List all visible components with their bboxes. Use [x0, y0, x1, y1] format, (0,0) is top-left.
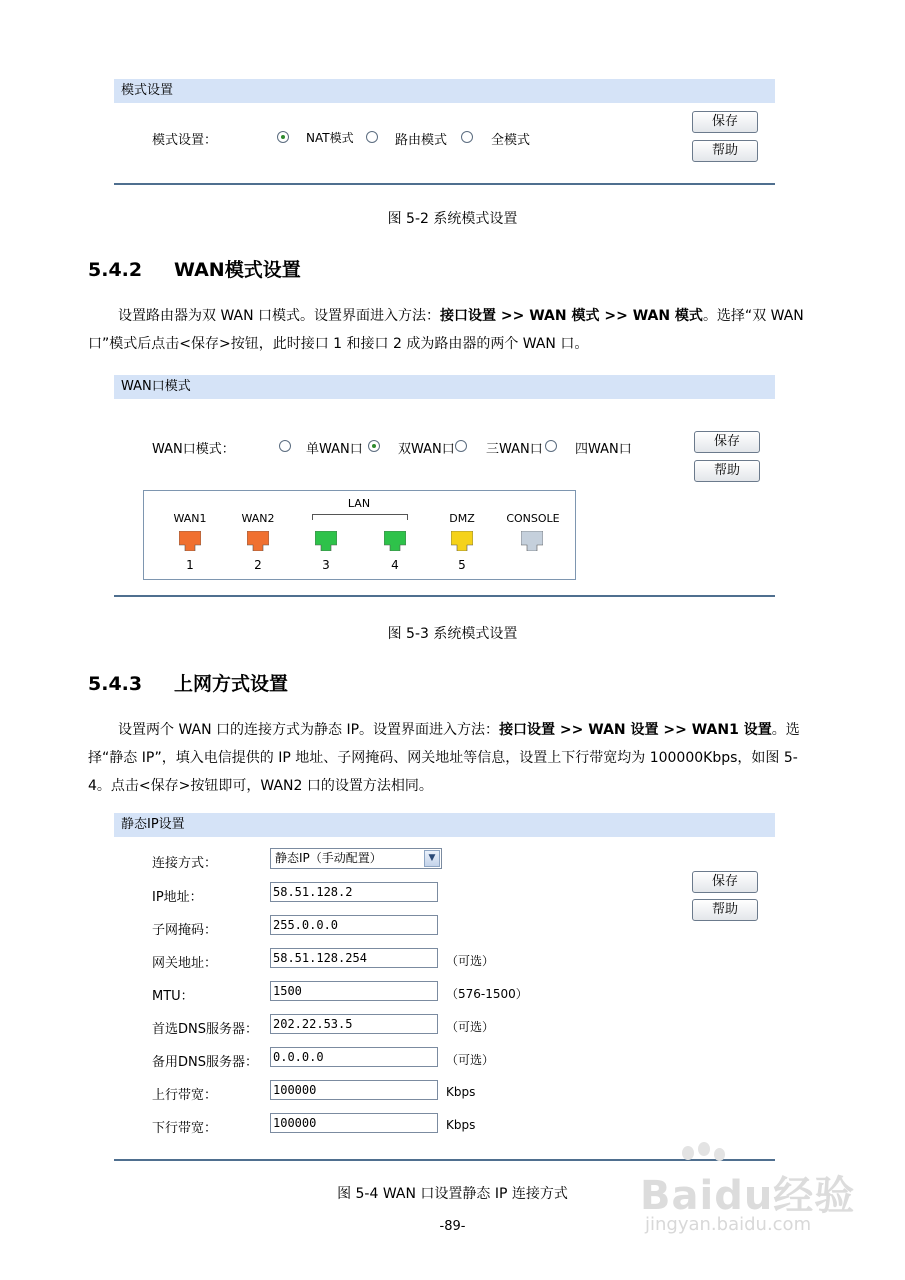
menu-path: 接口设置 >> WAN 模式 >> WAN 模式 — [440, 308, 703, 324]
optional-note: （可选） — [446, 954, 495, 968]
mode-panel-title: 模式设置 — [114, 79, 775, 103]
mode-label: 模式设置： — [152, 133, 218, 148]
option-label: 单WAN口 — [306, 442, 363, 457]
primary-dns-input[interactable]: 202.22.53.5 — [270, 1014, 438, 1034]
save-button[interactable]: 保存 — [692, 871, 758, 893]
menu-path: 接口设置 >> WAN 设置 >> WAN1 设置 — [499, 722, 772, 738]
radio-quad-wan[interactable] — [545, 440, 557, 452]
gateway-label: 网关地址： — [152, 956, 218, 971]
optional-note: （可选） — [446, 1020, 495, 1034]
radio-router-mode[interactable] — [366, 131, 378, 143]
help-button[interactable]: 帮助 — [694, 460, 760, 482]
option-label: 全模式 — [491, 133, 531, 148]
text: 。选择“静态 IP”，填入电信提供的 IP 地址、子网掩码、网关地址等信息，设置上下行带宽均为 100000Kbps，如图 5-4。点击<保存>按钮即可，WAN2 口的设置方法相同。 — [88, 722, 800, 794]
radio-dual-wan[interactable] — [368, 440, 380, 452]
section-number: 5.4.3 — [88, 673, 143, 695]
downstream-bandwidth-label: 下行带宽： — [152, 1121, 218, 1136]
panel-divider — [114, 595, 775, 597]
upstream-bandwidth-label: 上行带宽： — [152, 1088, 218, 1103]
connection-type-label: 连接方式： — [152, 856, 218, 871]
paragraph — [88, 302, 808, 358]
secondary-dns-input[interactable]: 0.0.0.0 — [270, 1047, 438, 1067]
subnet-mask-label: 子网掩码： — [152, 923, 218, 938]
radio-single-wan[interactable] — [279, 440, 291, 452]
mtu-input[interactable]: 1500 — [270, 981, 438, 1001]
help-button[interactable]: 帮助 — [692, 899, 758, 921]
ethernet-port-icon — [247, 531, 269, 551]
section-title: 上网方式设置 — [174, 673, 289, 695]
chevron-down-icon[interactable]: ▼ — [424, 850, 440, 867]
watermark-brand: Baidu经验 — [640, 1173, 856, 1219]
section-title: WAN模式设置 — [174, 259, 301, 281]
figure-caption: 图 5-4 WAN 口设置静态 IP 连接方式 — [337, 1186, 568, 1202]
section-heading — [88, 669, 288, 696]
static-ip-panel-title: 静态IP设置 — [114, 813, 775, 837]
wan-mode-label: WAN口模式： — [152, 442, 235, 457]
port-number: 4 — [391, 558, 399, 572]
port-name: WAN2 — [241, 512, 275, 525]
lan-bracket — [312, 514, 408, 520]
optional-note: （可选） — [446, 1053, 495, 1067]
option-label: 三WAN口 — [486, 442, 543, 457]
section-heading — [88, 255, 301, 282]
panel-divider — [114, 183, 775, 185]
unit-kbps: Kbps — [446, 1085, 476, 1099]
port-name: CONSOLE — [506, 512, 560, 525]
console-port-icon — [521, 531, 543, 551]
mtu-label: MTU： — [152, 989, 194, 1004]
ip-address-input[interactable]: 58.51.128.2 — [270, 882, 438, 902]
mtu-range-note: （576-1500） — [446, 987, 528, 1001]
figure-caption: 图 5-3 系统模式设置 — [387, 626, 518, 642]
ethernet-port-icon — [179, 531, 201, 551]
connection-type-select[interactable] — [270, 848, 442, 869]
text: 设置两个 WAN 口的连接方式为静态 IP。设置界面进入方法： — [118, 722, 500, 738]
lan-label: LAN — [347, 497, 371, 510]
port-name: DMZ — [449, 512, 475, 525]
port-number: 3 — [322, 558, 330, 572]
port-name: WAN1 — [173, 512, 207, 525]
wan-panel-title: WAN口模式 — [114, 375, 775, 399]
figure-caption: 图 5-2 系统模式设置 — [387, 211, 518, 227]
port-number: 2 — [254, 558, 262, 572]
text: 设置路由器为双 WAN 口模式。设置界面进入方法： — [118, 308, 441, 324]
option-label: 双WAN口 — [398, 442, 455, 457]
save-button[interactable]: 保存 — [694, 431, 760, 453]
unit-kbps: Kbps — [446, 1118, 476, 1132]
downstream-bandwidth-input[interactable]: 100000 — [270, 1113, 438, 1133]
ip-address-label: IP地址： — [152, 890, 203, 905]
port-number: 5 — [458, 558, 466, 572]
option-label: 路由模式 — [395, 133, 448, 148]
secondary-dns-label: 备用DNS服务器： — [152, 1055, 258, 1070]
baidu-jingyan-watermark — [640, 1140, 880, 1240]
gateway-input[interactable]: 58.51.128.254 — [270, 948, 438, 968]
primary-dns-label: 首选DNS服务器： — [152, 1022, 258, 1037]
ethernet-port-icon — [384, 531, 406, 551]
option-label: NAT模式 — [306, 131, 354, 145]
subnet-mask-input[interactable]: 255.0.0.0 — [270, 915, 438, 935]
radio-full-mode[interactable] — [461, 131, 473, 143]
option-label: 四WAN口 — [575, 442, 632, 457]
page-number: -89- — [439, 1219, 466, 1234]
help-button[interactable]: 帮助 — [692, 140, 758, 162]
watermark-url: jingyan.baidu.com — [645, 1214, 812, 1235]
save-button[interactable]: 保存 — [692, 111, 758, 133]
ethernet-port-icon — [451, 531, 473, 551]
section-number: 5.4.2 — [88, 259, 143, 281]
radio-triple-wan[interactable] — [455, 440, 467, 452]
paragraph — [88, 716, 808, 800]
text: 。选择“双 WAN 口”模式后点击<保存>按钮，此时接口 1 和接口 2 成为路由器的两个 WAN 口。 — [88, 308, 804, 352]
radio-nat-mode[interactable] — [277, 131, 289, 143]
ethernet-port-icon — [315, 531, 337, 551]
port-number: 1 — [186, 558, 194, 572]
upstream-bandwidth-input[interactable]: 100000 — [270, 1080, 438, 1100]
select-value: 静态IP（手动配置） — [275, 851, 382, 865]
